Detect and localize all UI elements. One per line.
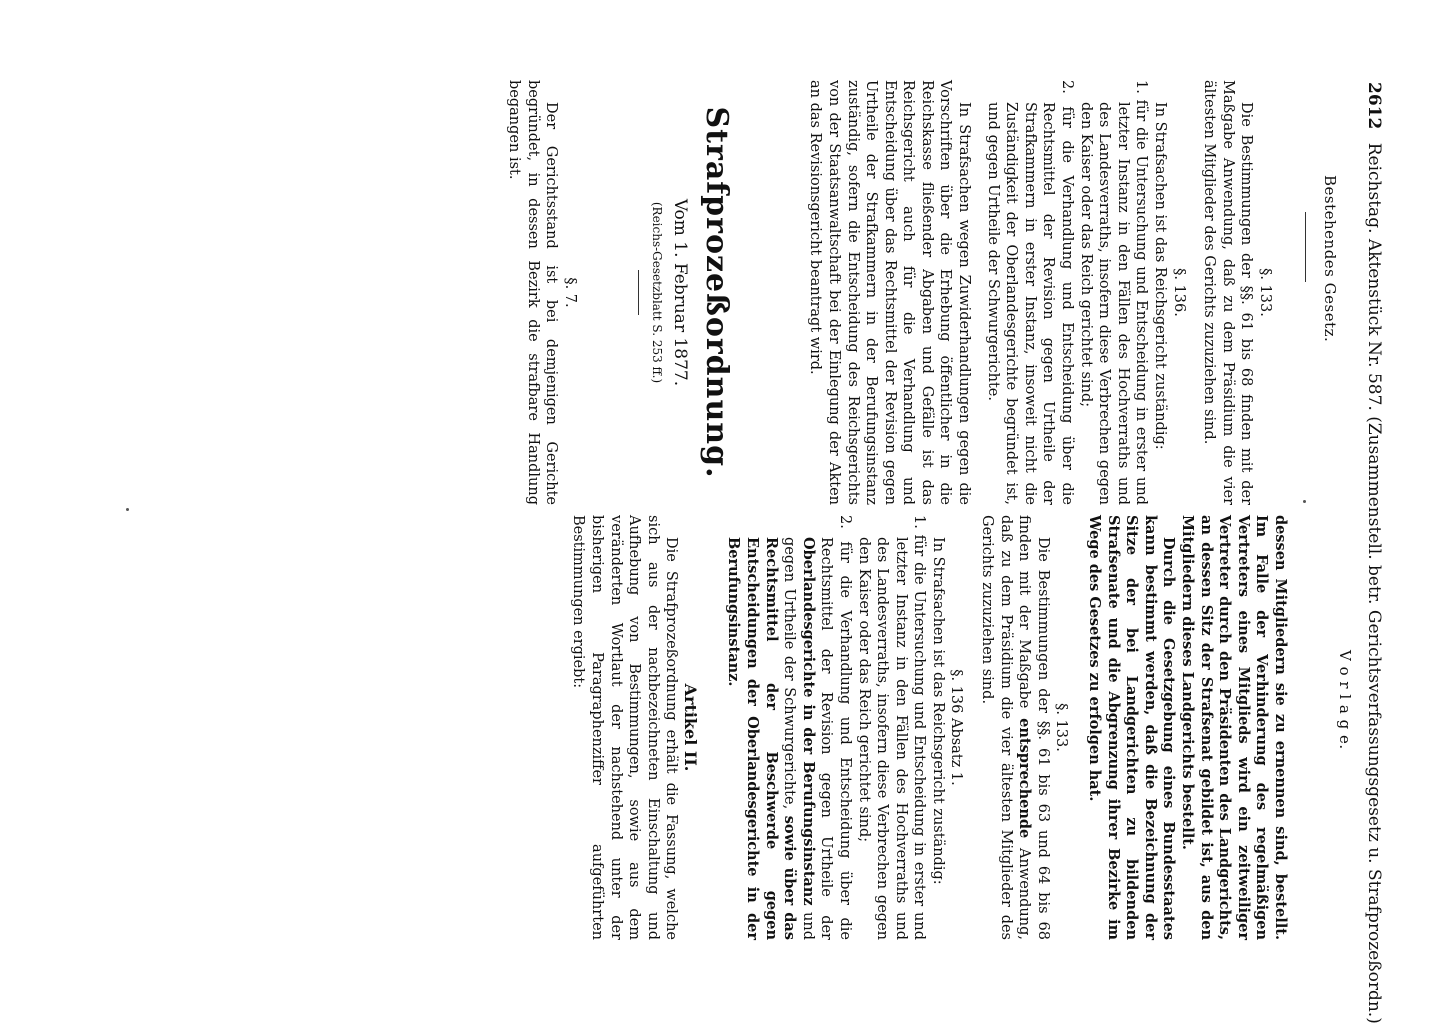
paragraph: In Strafsachen ist das Reichsgericht zuständig:	[1152, 102, 1169, 450]
text-run: 2. für die Verhandlung und Entscheidung über die Rechtsmittel der Revision gegen Urtheile der	[818, 515, 853, 940]
list-item: 1. für die Untersuchung und Entscheidung in erster und letzter Instanz in den Fällen des Hochverraths und des Landesverraths, insofern diese Verbrechen gegen den Kaiser oder das Reich gerichtet sind;	[855, 515, 928, 940]
section-number: §. 136 Absatz 1.	[948, 669, 965, 786]
text-run: und gegen Urtheile der Schwurgerichte,	[781, 537, 816, 940]
section-number: §. 133.	[1053, 703, 1070, 752]
law-title: Strafprozeßordnung.	[699, 106, 734, 479]
paragraph: Die Strafprozeßordnung erhält die Fassung, welche sich aus der nachbezeichneten Einschaltung und Aufhebung von Bestimmungen, sowie aus dem veränderten Wortlaut der nachstehend unter der bisherigen Paragraphenziffer aufgeführten Bestimmungen ergiebt:	[570, 515, 680, 940]
emphasis-run: entsprechende	[1016, 718, 1034, 839]
left-column-section-7	[505, 80, 579, 505]
paragraph: dessen Mitgliedern sie zu ernennen sind, bestellt. Im Falle der Verhinderung des regelmäßigen Vertreters eines Mitglieds wird ein zeitweiliger Vertreter durch den Präsidenten des Landgerichts, an dessen Sitz der Strafsenat gebildet ist, aus den Mitgliedern dieses Landgerichts bestellt.	[1179, 515, 1289, 940]
paragraph	[978, 515, 1052, 940]
paragraph: Durch die Gesetzgebung eines Bundesstaates kann bestimmt werden, daß die Bezeichnung der Sitze der bei Landgerichten zu bildenden Strafsenate und die Abgrenzung ihrer Bezirke im Wege des Gesetzes zu erfolgen hat.	[1086, 515, 1178, 940]
header-text: Reichstag. Aktenstück Nr. 587. (Zusammenstell. betr. Gerichtsverfassungsgesetz u. Strafprozeßordn.)	[1364, 142, 1384, 1024]
law-date: Vom 1. Februar 1877.	[670, 198, 690, 387]
left-column-heading: Bestehendes Gesetz.	[1321, 175, 1339, 343]
heading-divider	[1305, 212, 1306, 282]
right-column-article	[569, 515, 699, 940]
right-column	[724, 515, 1289, 940]
paragraph: Der Gerichtsstand ist bei demjenigen Gerichte begründet, in dessen Bezirk die strafbare Handlung begangen ist.	[506, 80, 560, 505]
emphasis-run: sowie über das Rechtsmittel der Beschwerde gegen Entscheidungen der Oberlandesgerichte in der Berufungsinstanz.	[725, 537, 799, 940]
right-column-heading: V o r l a g e.	[1336, 650, 1354, 750]
page-number: 2612	[1364, 82, 1384, 130]
print-speck	[1303, 500, 1306, 503]
left-column	[806, 80, 1274, 505]
list-item: 1. für die Untersuchung und Entscheidung in erster und letzter Instanz in den Fällen des Hochverraths und des Landesverraths, insofern diese Verbrechen gegen den Kaiser oder das Reich gerichtet sind;	[1077, 80, 1150, 505]
section-number: §. 136.	[1170, 268, 1187, 317]
section-number: §. 133.	[1257, 268, 1273, 317]
print-speck	[126, 508, 129, 511]
article-title: Artikel II.	[681, 683, 700, 772]
paragraph: In Strafsachen wegen Zuwiderhandlungen gegen die Vorschriften über die Erhebung öffentlicher in die Reichskasse fließender Abgaben und Gefälle ist das Reichsgericht auch für die Verhandlung und Entscheidung über das Rechtsmittel der Revision gegen Urtheile der Strafkammern in der Berufungsinstanz zuständig, sofern die Entscheidung des Reichsgerichts von der Staatsanwaltschaft bei der Einlegung der Akten an das Revisionsgericht beantragt wird.	[807, 80, 973, 505]
emphasis-run: Oberlandesgerichte in der Berufungsinstanz	[799, 537, 817, 906]
paragraph: Die Bestimmungen der §§. 61 bis 68 finden mit der Maßgabe Anwendung, daß zu dem Präsidium die vier ältesten Mitglieder des Gerichts zuzuziehen sind.	[1201, 80, 1255, 505]
text-run: Anwendung, daß zu dem Präsidium die vier ältesten Mitglieder des Gerichts zuzuziehen sind.	[979, 515, 1033, 940]
list-item: 2. für die Verhandlung und Entscheidung über die Rechtsmittel der Revision gegen Urtheile der Strafkammern in erster Instanz, insoweit nicht die Zuständigkeit der Oberlandesgerichte begründet ist, und gegen Urtheile der Schwurgerichte.	[984, 80, 1076, 505]
text-run: Die Bestimmungen der §§. 61 bis 63 und 64 bis 68 finden mit der Maßgabe	[1016, 515, 1051, 940]
list-item	[724, 515, 854, 940]
paragraph: In Strafsachen ist das Reichsgericht zuständig:	[929, 537, 946, 885]
page-header	[1364, 82, 1384, 1024]
section-number: §. 7.	[562, 277, 578, 308]
law-reference: (Reichs-Gesetzblatt S. 253 ff.)	[650, 201, 664, 384]
title-divider	[638, 270, 639, 315]
